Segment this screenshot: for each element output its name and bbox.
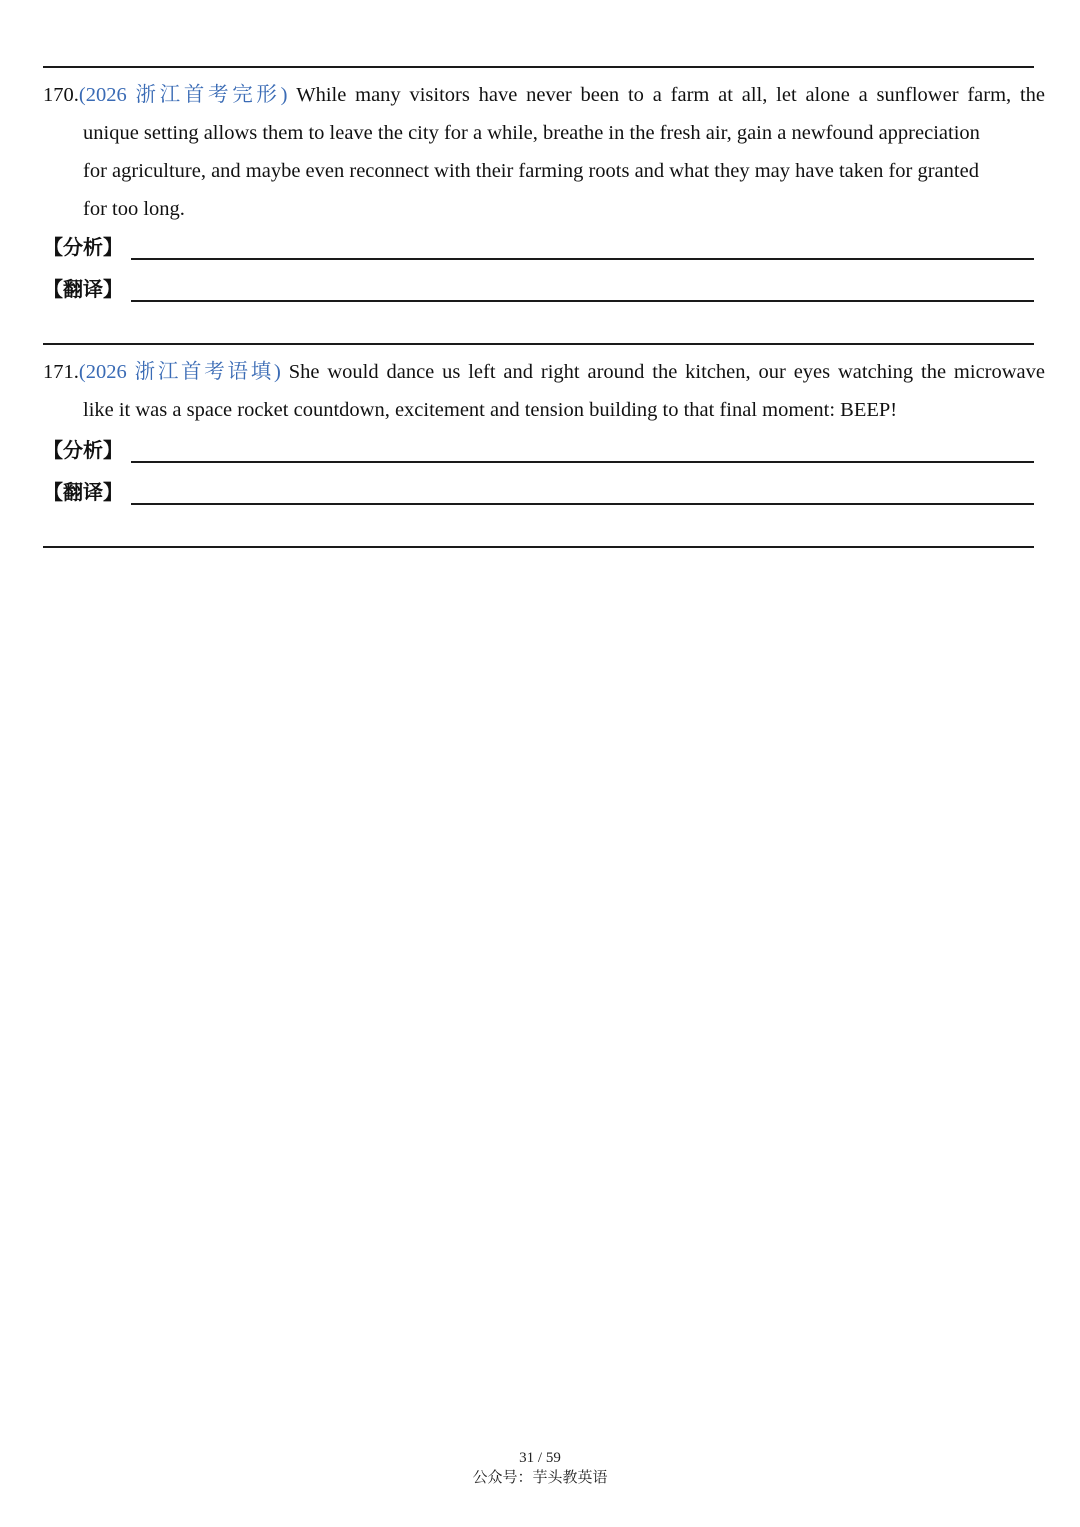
translation-row-170: [43, 268, 1034, 304]
translation-label: 【翻译】: [43, 480, 123, 504]
question-source: (2026 浙江首考完形): [78, 84, 288, 106]
question-170: [43, 76, 1045, 228]
question-171-first-line: [43, 353, 1045, 391]
translation-row-171: [43, 471, 1034, 507]
question-170-first-line: [43, 76, 1045, 114]
analysis-label: 【分析】: [43, 235, 123, 259]
analysis-answer-line[interactable]: [131, 460, 1034, 463]
analysis-row-171: [43, 429, 1034, 465]
translation-answer-line[interactable]: [131, 502, 1034, 505]
page-number: 31 / 59: [519, 1450, 561, 1466]
question-170-line-4: for too long.: [83, 198, 185, 220]
question-171: [43, 353, 1045, 429]
divider-top: [43, 66, 1034, 68]
question-170-line-3: for agriculture, and maybe even reconnect with their farming roots and what they may have taken for granted: [83, 160, 979, 182]
question-number: 170.: [43, 84, 79, 106]
divider-bottom: [43, 546, 1034, 548]
analysis-row-170: [43, 226, 1034, 262]
question-171-line-2: like it was a space rocket countdown, excitement and tension building to that final moment: BEEP!: [83, 399, 898, 421]
translation-answer-line[interactable]: [131, 299, 1034, 302]
analysis-label: 【分析】: [43, 438, 123, 462]
question-text: While many visitors have never been to a farm at all, let alone a sunflower farm, the: [296, 84, 1046, 106]
wechat-account: 公众号：芋头教英语: [472, 1468, 608, 1486]
question-source: (2026 浙江首考语填): [78, 361, 281, 383]
question-170-line-2: unique setting allows them to leave the city for a while, breathe in the fresh air, gain a newfound appreciation: [83, 122, 980, 144]
divider-middle: [43, 343, 1034, 345]
question-number: 171.: [43, 361, 79, 383]
question-text: She would dance us left and right around the kitchen, our eyes watching the microwave: [288, 361, 1045, 383]
page-footer: [0, 1449, 1080, 1487]
analysis-answer-line[interactable]: [131, 257, 1034, 260]
translation-label: 【翻译】: [43, 277, 123, 301]
